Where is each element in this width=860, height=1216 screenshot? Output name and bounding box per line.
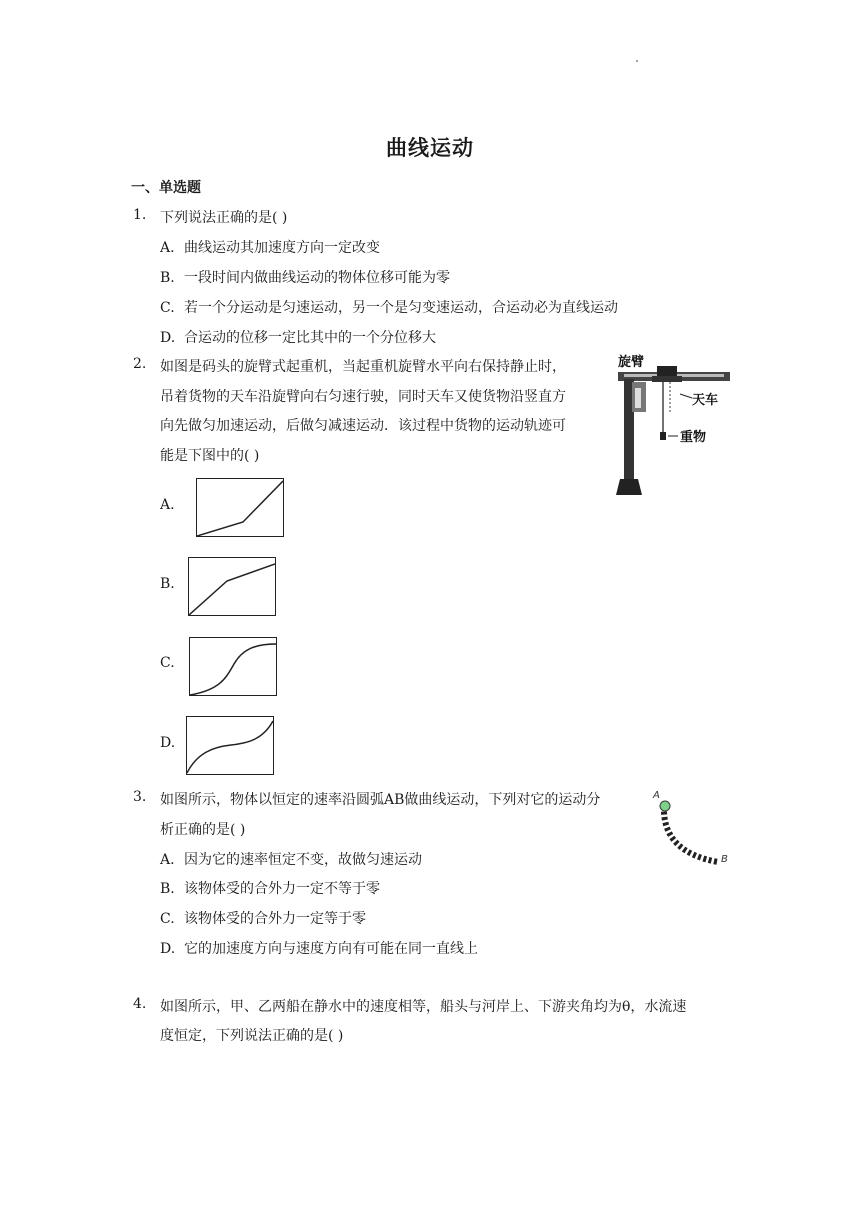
question-4-stem-line-1: 如图所示，甲、乙两船在静水中的速度相等，船头与河岸上、下游夹角均为θ，水流速 xyxy=(160,999,687,1015)
question-2-option-a-label[interactable]: A. xyxy=(160,497,175,513)
question-2-option-d-graph[interactable] xyxy=(186,716,274,775)
arc-label-b: B xyxy=(721,854,728,865)
question-1-option-d[interactable] xyxy=(160,327,436,347)
question-2-option-b-label[interactable]: B. xyxy=(160,576,175,592)
question-3-stem-line-1: 如图所示，物体以恒定的速率沿圆弧AB做曲线运动，下列对它的运动分 xyxy=(160,792,601,808)
crane-figure xyxy=(610,352,734,498)
crane-label-arm: 旋臂 xyxy=(618,355,645,370)
question-2-option-c-label[interactable]: C. xyxy=(160,655,175,671)
trajectory-a xyxy=(197,479,283,536)
option-letter: D. xyxy=(160,330,176,346)
option-letter: B. xyxy=(160,270,175,286)
crane-label-cart: 天车 xyxy=(692,393,719,408)
question-4-stem-line-2: 度恒定，下列说法正确的是( ) xyxy=(160,1028,344,1044)
option-text: 合运动的位移一定比其中的一个分位移大 xyxy=(184,330,436,346)
option-letter: D. xyxy=(160,941,176,957)
option-text: 一段时间内做曲线运动的物体位移可能为零 xyxy=(184,270,450,286)
question-4-number: 4. xyxy=(133,996,147,1012)
question-2-option-c-graph[interactable] xyxy=(189,637,277,696)
question-3-number: 3. xyxy=(133,789,147,805)
page-title: 曲线运动 xyxy=(386,136,474,160)
question-2-stem-line-3: 向先做匀加速运动，后做匀减速运动．该过程中货物的运动轨迹可 xyxy=(160,418,566,434)
trajectory-c xyxy=(190,638,276,695)
question-2-stem-line-4: 能是下图中的( ) xyxy=(160,448,260,464)
crane-label-weight: 重物 xyxy=(680,430,707,445)
question-2-option-d-label[interactable]: D. xyxy=(160,735,176,751)
option-text: 曲线运动其加速度方向一定改变 xyxy=(184,240,380,256)
question-1-stem: 下列说法正确的是( ) xyxy=(160,210,288,226)
question-2-number: 2. xyxy=(133,356,147,372)
option-letter: C. xyxy=(160,911,175,927)
option-text: 该物体受的合外力一定等于零 xyxy=(184,911,366,927)
question-3-option-b[interactable] xyxy=(160,878,380,898)
question-1-option-c[interactable] xyxy=(160,297,618,317)
question-2-stem-line-2: 吊着货物的天车沿旋臂向右匀速行驶，同时天车又使货物沿竖直方 xyxy=(160,389,566,405)
option-letter: C. xyxy=(160,300,175,316)
question-2-stem-line-1: 如图是码头的旋臂式起重机，当起重机旋臂水平向右保持静止时， xyxy=(160,359,566,375)
question-3-stem-line-2: 析正确的是( ) xyxy=(160,822,246,838)
question-1-number: 1. xyxy=(133,207,147,223)
option-text: 若一个分运动是匀速运动，另一个是匀变速运动，合运动必为直线运动 xyxy=(184,300,618,316)
arc-label-a: A xyxy=(653,790,660,801)
question-1-option-a[interactable] xyxy=(160,237,380,257)
page-dot xyxy=(636,60,638,62)
option-letter: A. xyxy=(160,852,175,868)
option-letter: B. xyxy=(160,881,175,897)
section-heading: 一、单选题 xyxy=(131,180,201,196)
trajectory-d xyxy=(187,717,273,774)
question-2-option-a-graph[interactable] xyxy=(196,478,284,537)
option-text: 该物体受的合外力一定不等于零 xyxy=(184,881,380,897)
question-1-option-b[interactable] xyxy=(160,267,450,287)
option-text: 因为它的速率恒定不变，故做匀速运动 xyxy=(184,852,422,868)
question-3-option-c[interactable] xyxy=(160,908,366,928)
option-letter: A. xyxy=(160,240,175,256)
question-2-option-b-graph[interactable] xyxy=(188,557,276,616)
question-3-option-d[interactable] xyxy=(160,938,478,958)
option-text: 它的加速度方向与速度方向有可能在同一直线上 xyxy=(184,941,478,957)
trajectory-b xyxy=(189,558,275,615)
arc-figure xyxy=(648,786,736,872)
question-3-option-a[interactable] xyxy=(160,849,422,869)
